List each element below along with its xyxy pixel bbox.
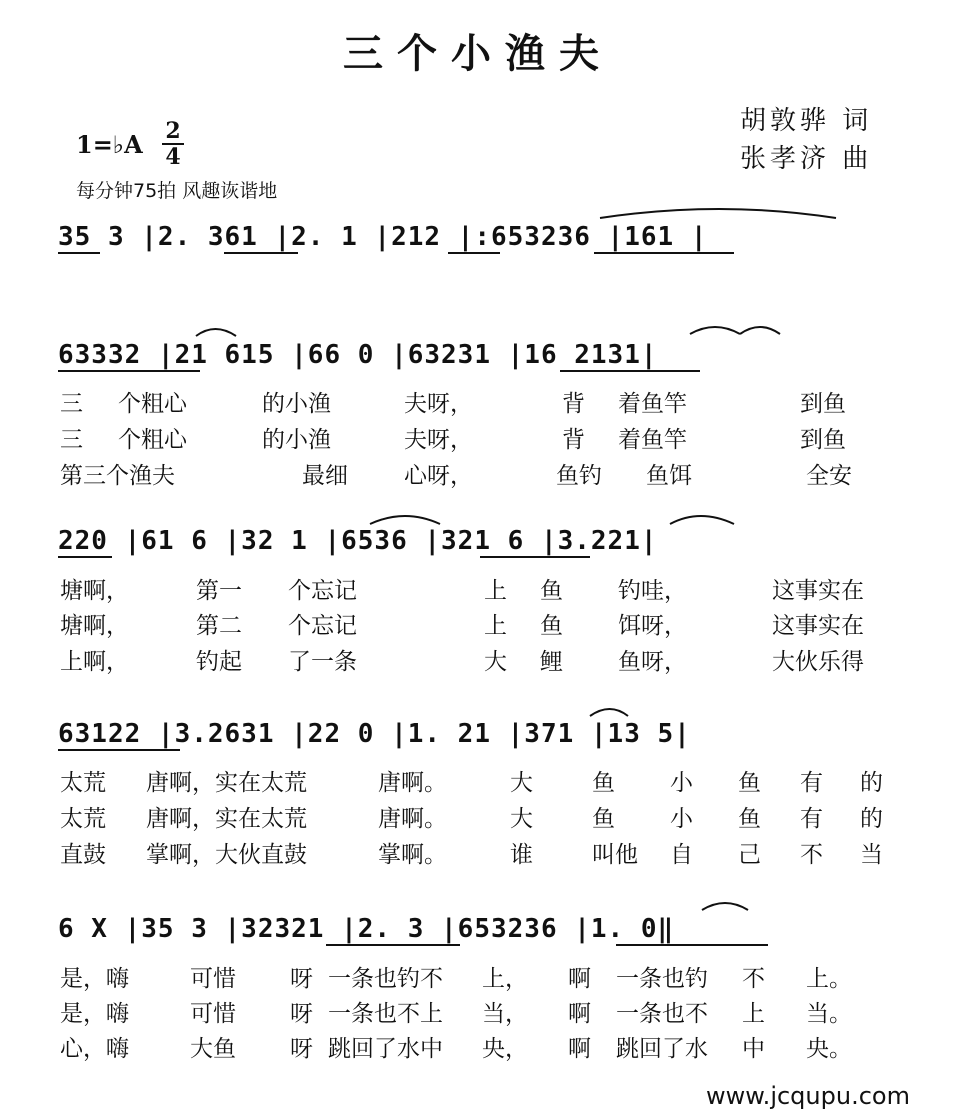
lyric-syllable: 鱼 — [540, 578, 563, 604]
lyric-syllable: 着鱼竿 — [618, 391, 687, 417]
lyric-syllable: 鱼 — [738, 806, 761, 832]
lyric-syllable: 太荒 — [60, 806, 106, 832]
lyric-syllable: 唐啊。 — [378, 806, 447, 832]
composer-credit: 张孝济 曲 — [740, 144, 873, 174]
lyric-syllable: 第一 — [196, 578, 242, 604]
lyric-syllable: 太荒 — [60, 770, 106, 796]
lyric-syllable: 心呀， — [404, 463, 473, 489]
lyric-syllable: 呀 — [290, 966, 313, 992]
lyric-syllable: 鱼 — [540, 613, 563, 639]
lyric-syllable: 小 — [670, 770, 693, 796]
lyric-syllable: 一条也钓 — [616, 966, 708, 992]
lyric-syllable: 中 — [742, 1036, 765, 1062]
lyric-syllable: 直鼓 — [60, 842, 106, 868]
lyric-syllable: 上 — [484, 578, 507, 604]
lyric-syllable: 大 — [510, 770, 533, 796]
lyric-syllable: 央， — [482, 1036, 528, 1062]
lyric-syllable: 唐啊。 — [378, 770, 447, 796]
lyric-syllable: 跳回了水中 — [328, 1036, 443, 1062]
notation-system-2: 63332 |21 615 |66 0 |63231 |16 2131| — [58, 340, 658, 370]
slur-mark — [600, 209, 836, 218]
slur-mark — [670, 516, 734, 524]
lyric-syllable: 塘啊， — [60, 613, 129, 639]
lyric-syllable: 鲤 — [540, 649, 563, 675]
lyric-syllable: 呀 — [290, 1036, 313, 1062]
lyric-syllable: 己 — [738, 842, 761, 868]
lyric-syllable: 背 — [562, 427, 585, 453]
lyricist-credit: 胡敦骅 词 — [740, 106, 873, 136]
lyric-syllable: 上 — [484, 613, 507, 639]
lyric-syllable: 饵呀， — [618, 613, 687, 639]
lyric-syllable: 自 — [670, 842, 693, 868]
notation-system-4: 63122 |3.2631 |22 0 |1. 21 |371 |13 5| — [58, 719, 691, 749]
lyric-syllable: 夫呀， — [404, 427, 473, 453]
lyric-syllable: 个忘记 — [288, 613, 357, 639]
lyric-syllable: 掌啊，大伙直鼓 — [146, 842, 307, 868]
notation-system-3: 220 |61 6 |32 1 |6536 |321 6 |3.221| — [58, 526, 658, 556]
lyric-syllable: 第二 — [196, 613, 242, 639]
lyric-syllable: 的 — [860, 770, 883, 796]
lyric-syllable: 三 — [60, 427, 83, 453]
lyric-syllable: 夫呀， — [404, 391, 473, 417]
slur-mark — [370, 516, 440, 524]
lyric-syllable: 是，嗨 — [60, 966, 129, 992]
lyric-syllable: 可惜 — [190, 966, 236, 992]
lyric-syllable: 小 — [670, 806, 693, 832]
lyric-syllable: 钓起 — [196, 649, 242, 675]
lyric-syllable: 到鱼 — [800, 427, 846, 453]
website-url: www.jcqupu.com — [706, 1082, 910, 1110]
lyric-syllable: 个粗心 — [118, 427, 187, 453]
lyric-syllable: 个粗心 — [118, 391, 187, 417]
lyric-syllable: 全安 — [806, 463, 852, 489]
lyric-syllable: 大鱼 — [190, 1036, 236, 1062]
lyric-syllable: 鱼钓 — [556, 463, 602, 489]
lyric-syllable: 上。 — [806, 966, 852, 992]
lyric-syllable: 上啊， — [60, 649, 129, 675]
lyric-syllable: 有 — [800, 806, 823, 832]
lyric-syllable: 大伙乐得 — [772, 649, 864, 675]
lyric-syllable: 的小渔 — [262, 427, 331, 453]
lyric-syllable: 不 — [800, 842, 823, 868]
lyric-syllable: 的 — [860, 806, 883, 832]
lyric-syllable: 着鱼竿 — [618, 427, 687, 453]
song-title: 三个小渔夫 — [343, 30, 613, 77]
lyric-syllable: 这事实在 — [772, 578, 864, 604]
notation-system-5: 6 X |35 3 |32321 |2. 3 |653236 |1. 0‖ — [58, 914, 675, 944]
lyric-syllable: 鱼 — [592, 770, 615, 796]
lyric-syllable: 叫他 — [592, 842, 638, 868]
lyric-syllable: 到鱼 — [800, 391, 846, 417]
lyric-syllable: 鱼饵 — [646, 463, 692, 489]
lyric-syllable: 鱼 — [592, 806, 615, 832]
lyric-syllable: 一条也不上 — [328, 1001, 443, 1027]
slur-mark — [702, 903, 748, 910]
lyric-syllable: 个忘记 — [288, 578, 357, 604]
slur-mark — [690, 327, 740, 334]
lyric-syllable: 一条也钓不 — [328, 966, 443, 992]
lyric-syllable: 掌啊。 — [378, 842, 447, 868]
lyric-syllable: 鱼呀， — [618, 649, 687, 675]
lyric-syllable: 上， — [482, 966, 528, 992]
tempo-marking: 每分钟75拍 风趣诙谐地 — [76, 180, 278, 202]
lyric-syllable: 上 — [742, 1001, 765, 1027]
lyric-syllable: 的小渔 — [262, 391, 331, 417]
lyric-syllable: 啊 — [568, 1001, 591, 1027]
time-signature-top: 2 — [165, 118, 181, 144]
lyric-syllable: 唐啊，实在太荒 — [146, 770, 307, 796]
lyric-syllable: 跳回了水 — [616, 1036, 708, 1062]
lyric-syllable: 大 — [484, 649, 507, 675]
lyric-syllable: 鱼 — [738, 770, 761, 796]
lyric-syllable: 唐啊，实在太荒 — [146, 806, 307, 832]
lyric-syllable: 啊 — [568, 966, 591, 992]
lyric-syllable: 有 — [800, 770, 823, 796]
lyric-syllable: 钓哇， — [618, 578, 687, 604]
lyric-syllable: 一条也不 — [616, 1001, 708, 1027]
lyric-syllable: 第三个渔夫 — [60, 463, 175, 489]
lyric-syllable: 啊 — [568, 1036, 591, 1062]
lyric-syllable: 背 — [562, 391, 585, 417]
notation-system-1: 35 3 |2. 361 |2. 1 |212 |:653236 |161 | — [58, 222, 708, 252]
lyric-syllable: 是，嗨 — [60, 1001, 129, 1027]
lyric-syllable: 呀 — [290, 1001, 313, 1027]
slur-mark — [740, 327, 780, 334]
slur-mark — [590, 709, 628, 716]
key-signature: 1=♭A — [76, 130, 143, 159]
lyric-syllable: 谁 — [510, 842, 533, 868]
lyric-syllable: 塘啊， — [60, 578, 129, 604]
lyric-syllable: 当， — [482, 1001, 528, 1027]
lyric-syllable: 了一条 — [288, 649, 357, 675]
lyric-syllable: 三 — [60, 391, 83, 417]
lyric-syllable: 不 — [742, 966, 765, 992]
lyric-syllable: 这事实在 — [772, 613, 864, 639]
lyric-syllable: 央。 — [806, 1036, 852, 1062]
lyric-syllable: 心，嗨 — [60, 1036, 129, 1062]
lyric-syllable: 当 — [860, 842, 883, 868]
lyric-syllable: 最细 — [302, 463, 348, 489]
lyric-syllable: 当。 — [806, 1001, 852, 1027]
time-signature-bottom: 4 — [165, 144, 181, 170]
lyric-syllable: 大 — [510, 806, 533, 832]
slur-mark — [196, 329, 236, 336]
lyric-syllable: 可惜 — [190, 1001, 236, 1027]
